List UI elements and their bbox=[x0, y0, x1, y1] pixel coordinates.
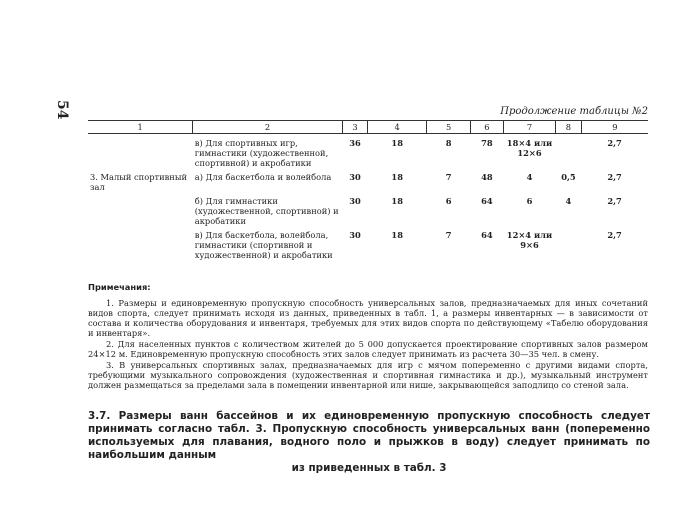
table-cell-c8: 0,5 bbox=[561, 172, 576, 182]
table-cell-c6: 78 bbox=[481, 138, 493, 148]
table-header-row bbox=[88, 121, 648, 134]
col-header-4: 4 bbox=[368, 121, 427, 134]
table-cell-c2: в) Для спортивных игр, гимнастики (художественной, спортивной) и акробатики bbox=[194, 138, 329, 168]
table-cell-c6: 64 bbox=[481, 230, 493, 240]
table-row bbox=[88, 134, 648, 169]
notes-block bbox=[88, 282, 648, 391]
table-cell-c5: 7 bbox=[445, 230, 452, 240]
table-cell-c5: 6 bbox=[445, 196, 452, 206]
table-cell-c1: 3. Малый спортивный зал bbox=[90, 172, 187, 192]
table-cell-c3: 30 bbox=[349, 172, 361, 182]
table-cell-c1 bbox=[88, 226, 193, 260]
section-paragraph bbox=[88, 410, 650, 475]
table-cell-c7: 18×4 или 12×6 bbox=[506, 138, 553, 158]
table-cell-c7: 6 bbox=[526, 196, 533, 206]
col-header-9: 9 bbox=[581, 121, 648, 134]
table-continuation-label: Продолжение таблицы №2 bbox=[500, 106, 648, 117]
table-cell-c6: 48 bbox=[481, 172, 493, 182]
table-cell-c4: 18 bbox=[391, 196, 403, 206]
table-cell-c9: 2,7 bbox=[607, 230, 622, 240]
table-cell-c7: 4 bbox=[526, 172, 533, 182]
col-header-6: 6 bbox=[470, 121, 503, 134]
table-cell-c3: 36 bbox=[349, 138, 361, 148]
table-cell-c8: 4 bbox=[565, 196, 572, 206]
col-header-3: 3 bbox=[342, 121, 367, 134]
table-cell-c2: в) Для баскетбола, волейбола, гимнастики (спортивной и художественной) и акробатики bbox=[194, 230, 333, 260]
table-cell-c8 bbox=[556, 134, 582, 169]
note-item: 1. Размеры и единовременную пропускную способность универсальных залов, предназначаемых для иных сочетаний видов спорта, следует принимать исходя из данных, приведенных в табл. 1, а размеры инвентарных — в зависимости от состава и количества оборудования и инвентаря, требуемых для этих видов спорта по действующему «Табелю оборудования и инвентаря». bbox=[88, 298, 648, 338]
table-cell-c8 bbox=[556, 226, 582, 260]
table-cell-c4: 18 bbox=[391, 230, 403, 240]
table-row bbox=[88, 168, 648, 192]
notes-title: Примечания: bbox=[88, 282, 151, 292]
table-cell-c4: 18 bbox=[391, 172, 403, 182]
table-cell-c2: а) Для баскетбола и волейбола bbox=[194, 172, 332, 182]
table-cell-c3: 30 bbox=[349, 196, 361, 206]
table-cell-c3: 30 bbox=[349, 230, 361, 240]
table-cell-c9: 2,7 bbox=[607, 138, 622, 148]
table-cell-c7: 12×4 или 9×6 bbox=[506, 230, 553, 250]
table-cell-c1 bbox=[88, 134, 193, 169]
col-header-1: 1 bbox=[88, 121, 193, 134]
table-cell-c4: 18 bbox=[391, 138, 403, 148]
table-row bbox=[88, 226, 648, 260]
col-header-8: 8 bbox=[556, 121, 582, 134]
col-header-2: 2 bbox=[193, 121, 343, 134]
table-cell-c1 bbox=[88, 192, 193, 226]
col-header-5: 5 bbox=[427, 121, 471, 134]
table-cell-c6: 64 bbox=[481, 196, 493, 206]
table-cell-c2: б) Для гимнастики (художественной, спортивной) и акробатики bbox=[194, 196, 339, 226]
note-item: 2. Для населенных пунктов с количеством жителей до 5 000 допускается проектирование спортивных залов размером 24×12 м. Единовременную пропускную способность этих залов следует принимать из расчета 30—35 чел. в смену. bbox=[88, 339, 648, 359]
table-cell-c9: 2,7 bbox=[607, 196, 622, 206]
page-number: 54 bbox=[54, 100, 70, 120]
table-cell-c9: 2,7 bbox=[607, 172, 622, 182]
table-row bbox=[88, 192, 648, 226]
note-item: 3. В универсальных спортивных залах, предназначаемых для игр с мячом попеременно с другими видами спорта, требующими музыкального сопровождения (художественная и спортивная гимнастика и др.), музыкальный инструмент должен размещаться за пределами зала в помещении инвентарной или нише, закрывающейся заподлицо со стеной зала. bbox=[88, 360, 648, 390]
col-header-7: 7 bbox=[503, 121, 555, 134]
section-last-line: из приведенных в табл. 3 bbox=[291, 462, 447, 474]
data-table bbox=[88, 120, 648, 260]
section-text: 3.7. Размеры ванн бассейнов и их единовременную пропускную способность следует принимать согласно табл. 3. Пропускную способность универсальных ванн (попеременно используемых для плавания, водного поло и прыжков в воду) следует принимать по наибольшим данным bbox=[88, 410, 650, 461]
table-cell-c5: 7 bbox=[445, 172, 452, 182]
table-cell-c5: 8 bbox=[445, 138, 452, 148]
